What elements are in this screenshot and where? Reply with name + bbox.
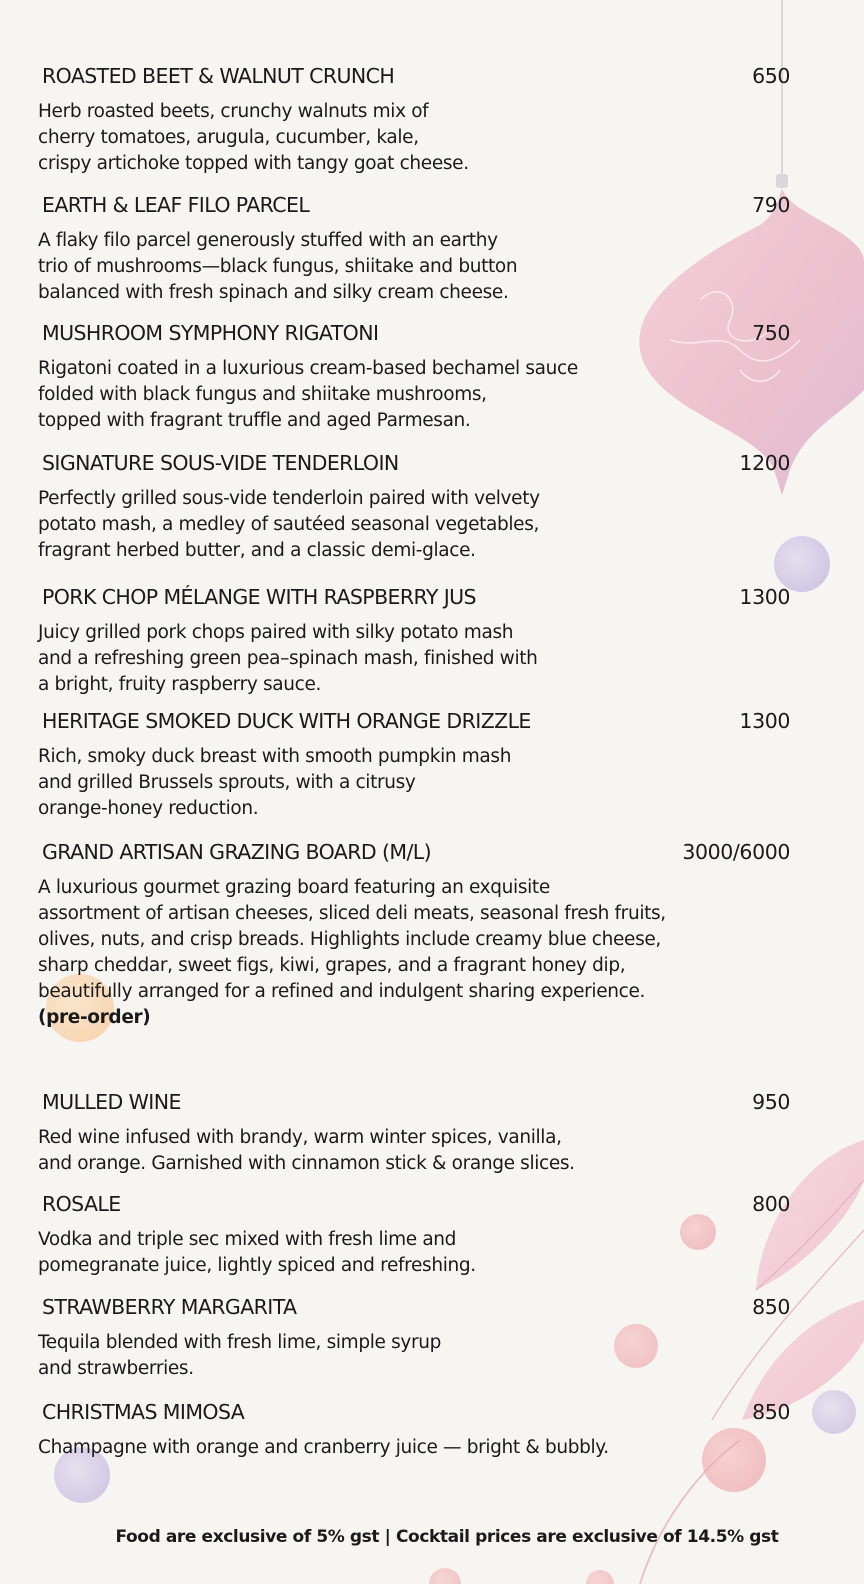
description-line: Champagne with orange and cranberry juice — bright & bubbly. [38, 1437, 609, 1458]
description-line: trio of mushrooms—black fungus, shiitake and button [38, 256, 518, 277]
description-line: and orange. Garnished with cinnamon stick & orange slices. [38, 1153, 575, 1174]
tax-footer: Food are exclusive of 5% gst | Cocktail prices are exclusive of 14.5% gst [115, 1527, 779, 1547]
food-item-name: SIGNATURE SOUS-VIDE TENDERLOIN [42, 451, 399, 475]
description-line: fragrant herbed butter, and a classic demi-glace. [38, 540, 476, 561]
description-line: Vodka and triple sec mixed with fresh lime and [38, 1229, 457, 1250]
description-line: pomegranate juice, lightly spiced and refreshing. [38, 1255, 476, 1276]
description-line: orange-honey reduction. [38, 798, 259, 819]
food-item-price: 1300 [739, 709, 790, 733]
food-item-name: ROASTED BEET & WALNUT CRUNCH [42, 64, 395, 88]
drink-item-description [38, 1435, 790, 1461]
description-line: cherry tomatoes, arugula, cucumber, kale, [38, 127, 419, 148]
description-line: beautifully arranged for a refined and indulgent sharing experience. [38, 981, 646, 1002]
food-item-price: 650 [752, 64, 790, 88]
description-line: A flaky filo parcel generously stuffed with an earthy [38, 230, 498, 251]
description-line: sharp cheddar, sweet figs, kiwi, grapes, and a fragrant honey dip, [38, 955, 626, 976]
description-line: and a refreshing green pea–spinach mash, finished with [38, 648, 538, 669]
drink-item-description [38, 1227, 790, 1279]
description-line: olives, nuts, and crisp breads. Highlights include creamy blue cheese, [38, 929, 661, 950]
description-line: topped with fragrant truffle and aged Parmesan. [38, 410, 471, 431]
food-item-description [38, 356, 790, 434]
drink-item-name: CHRISTMAS MIMOSA [42, 1400, 245, 1424]
food-item-name: GRAND ARTISAN GRAZING BOARD (M/L) [42, 840, 431, 864]
description-line: potato mash, a medley of sautéed seasonal vegetables, [38, 514, 540, 535]
drink-item-price: 950 [752, 1090, 790, 1114]
description-line: Perfectly grilled sous-vide tenderloin paired with velvety [38, 488, 540, 509]
description-line: Tequila blended with fresh lime, simple syrup [38, 1332, 442, 1353]
description-line: and strawberries. [38, 1358, 194, 1379]
food-item-description [38, 228, 790, 306]
drink-item-name: ROSALE [42, 1192, 121, 1216]
description-line: Red wine infused with brandy, warm winter spices, vanilla, [38, 1127, 562, 1148]
drink-item-price: 800 [752, 1192, 790, 1216]
drink-item-price: 850 [752, 1400, 790, 1424]
food-item-price: 750 [752, 321, 790, 345]
food-item-description [38, 744, 790, 822]
drink-item-description [38, 1125, 790, 1177]
description-line: Rich, smoky duck breast with smooth pumpkin mash [38, 746, 512, 767]
drink-item-price: 850 [752, 1295, 790, 1319]
description-line: assortment of artisan cheeses, sliced deli meats, seasonal fresh fruits, [38, 903, 666, 924]
food-item-description [38, 620, 790, 698]
description-line: and grilled Brussels sprouts, with a citrusy [38, 772, 416, 793]
food-item-price: 1300 [739, 585, 790, 609]
food-item-price: 790 [752, 193, 790, 217]
description-line: A luxurious gourmet grazing board featuring an exquisite [38, 877, 550, 898]
food-item-price: 1200 [739, 451, 790, 475]
description-line: folded with black fungus and shiitake mushrooms, [38, 384, 487, 405]
drink-item-description [38, 1330, 790, 1382]
food-item-price: 3000/6000 [682, 840, 790, 864]
pre-order-note: (pre-order) [38, 1007, 151, 1028]
description-line: crispy artichoke topped with tangy goat cheese. [38, 153, 469, 174]
description-line: Juicy grilled pork chops paired with silky potato mash [38, 622, 514, 643]
food-item-name: HERITAGE SMOKED DUCK WITH ORANGE DRIZZLE [42, 709, 531, 733]
food-item-description [38, 875, 790, 1031]
description-line: a bright, fruity raspberry sauce. [38, 674, 322, 695]
food-item-name: MUSHROOM SYMPHONY RIGATONI [42, 321, 379, 345]
food-item-name: PORK CHOP MÉLANGE WITH RASPBERRY JUS [42, 585, 476, 609]
description-line: Rigatoni coated in a luxurious cream-based bechamel sauce [38, 358, 578, 379]
drink-item-name: MULLED WINE [42, 1090, 181, 1114]
food-item-description [38, 486, 790, 564]
drink-item-name: STRAWBERRY MARGARITA [42, 1295, 297, 1319]
food-item-name: EARTH & LEAF FILO PARCEL [42, 193, 310, 217]
description-line: balanced with fresh spinach and silky cream cheese. [38, 282, 509, 303]
description-line: Herb roasted beets, crunchy walnuts mix of [38, 101, 429, 122]
food-item-description [38, 99, 790, 177]
